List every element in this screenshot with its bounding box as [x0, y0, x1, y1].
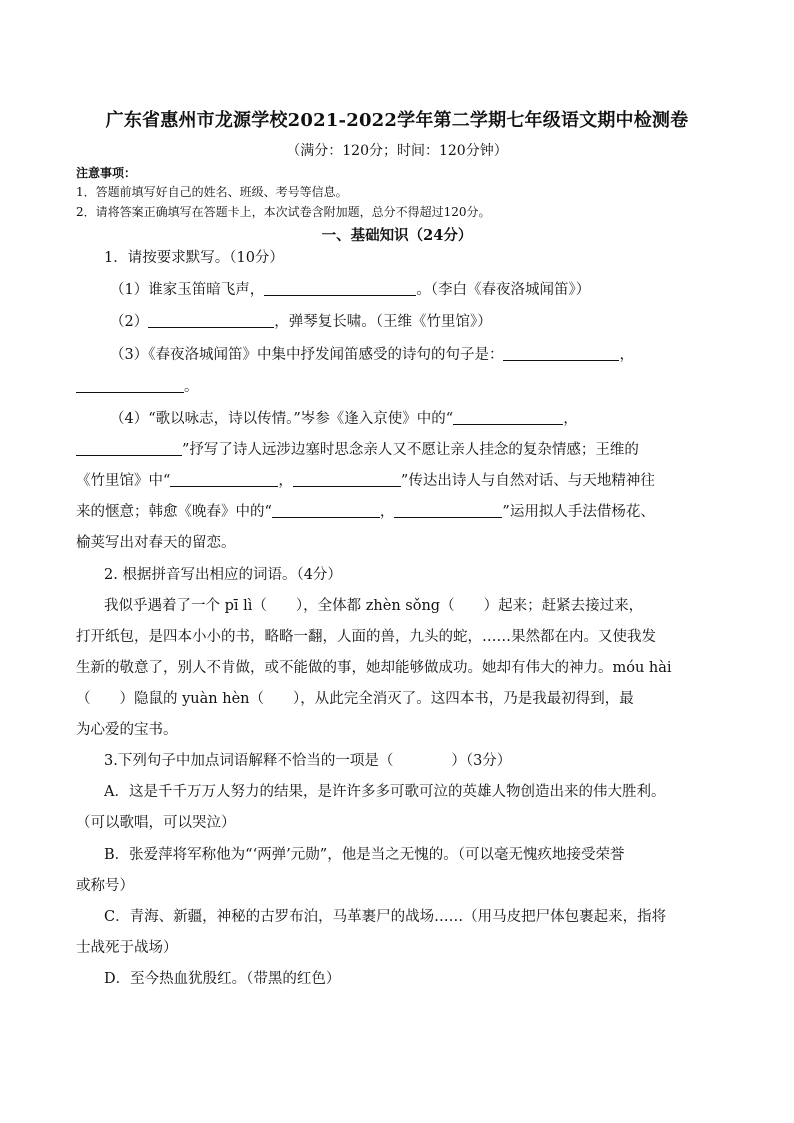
answer-blank[interactable]: [394, 503, 502, 518]
q3-option-d: D．至今热血犹殷红。（带黑的红色）: [104, 971, 341, 987]
answer-blank[interactable]: [272, 503, 380, 518]
q1-line-4-cont2: 《竹里馆》中“ ， ”传达出诗人与自然对话、与天地精神往: [76, 473, 655, 489]
q1-line-4: （4）“歌以咏志，诗以传情。”岑参《逢入京使》中的“ ，: [110, 411, 578, 427]
notice-item-2: 2．请将答案正确填写在答题卡上，本次试卷含附加题，总分不得超过120分。: [76, 205, 491, 219]
answer-blank[interactable]: [293, 472, 401, 487]
q1-line-3: （3）《春夜洛城闻笛》中集中抒发闻笛感受的诗句的句子是： ，: [110, 347, 634, 363]
q2-line-4: （ ）隐鼠的 yuàn hèn（ ），从此完全消灭了。这四本书，乃是我最初得到，最: [76, 691, 634, 707]
answer-blank[interactable]: [170, 472, 278, 487]
answer-blank[interactable]: [148, 313, 274, 328]
q3-option-b-cont: 或称号）: [76, 878, 134, 894]
q1-line-1: （1）谁家玉笛暗飞声， 。（李白《春夜洛城闻笛》）: [110, 282, 591, 298]
q2-line-1: 我似乎遇着了一个 pī lì（ ），全体都 zhèn sǒng（ ）起来；赶紧去接过来，: [104, 598, 644, 614]
answer-blank[interactable]: [453, 410, 563, 425]
q1-line-4-cont4: 榆荚写出对春天的留恋。: [76, 535, 236, 551]
q2-line-2: 打开纸包，是四本小小的书，略略一翻，人面的兽，九头的蛇，……果然都在内。又使我发: [76, 629, 656, 645]
answer-blank[interactable]: [264, 281, 416, 296]
exam-subtitle: （满分：120分；时间：120分钟）: [286, 143, 508, 159]
q3-option-c: C．青海、新疆，神秘的古罗布泊，马革裹尸的战场……（用马皮把尸体包裹起来，指将: [104, 909, 667, 925]
q3-option-a: A．这是千千万万人努力的结果，是许许多多可歌可泣的英雄人物创造出来的伟大胜利。: [104, 784, 666, 800]
q2-line-3: 生新的敬意了，别人不肯做，或不能做的事，她却能够做成功。她却有伟大的神力。móu hài: [76, 660, 672, 676]
q1-line-4-cont3: 来的惬意；韩愈《晚春》中的“ ， ”运用拟人手法借杨花、: [76, 504, 655, 520]
notice-item-1: 1．答题前填写好自己的姓名、班级、考号等信息。: [76, 185, 348, 199]
exam-title: 广东省惠州市龙源学校2021-2022学年第二学期七年级语文期中检测卷: [105, 110, 689, 131]
section-heading: 一、基础知识（24分）: [321, 227, 473, 244]
q3-option-b: B．张爱萍将军称他为“‘两弹’元勋”，他是当之无愧的。（可以毫无愧疚地接受荣誉: [104, 847, 625, 863]
q1-line-3-cont: 。: [76, 377, 199, 397]
answer-blank[interactable]: [76, 378, 184, 393]
answer-blank[interactable]: [76, 441, 182, 456]
q2-line-5: 为心爱的宝书。: [76, 722, 178, 738]
question-2-stem: 2. 根据拼音写出相应的词语。（4分）: [104, 567, 342, 583]
question-3-stem: 3.下列句子中加点词语解释不恰当的一项是（ ）（3分）: [104, 753, 512, 769]
question-1-stem: 1．请按要求默写。（10分）: [104, 250, 284, 266]
notice-heading: 注意事项：: [76, 166, 137, 180]
q3-option-a-cont: （可以歌唱，可以哭泣）: [76, 815, 236, 831]
q1-line-2: （2） ，弹琴复长啸。（王维《竹里馆》）: [110, 314, 492, 330]
q3-option-c-cont: 士战死于战场）: [76, 940, 178, 956]
q1-line-4-cont: ”抒写了诗人远涉边塞时思念亲人又不愿让亲人挂念的复杂情感；王维的: [76, 440, 639, 460]
answer-blank[interactable]: [503, 346, 619, 361]
